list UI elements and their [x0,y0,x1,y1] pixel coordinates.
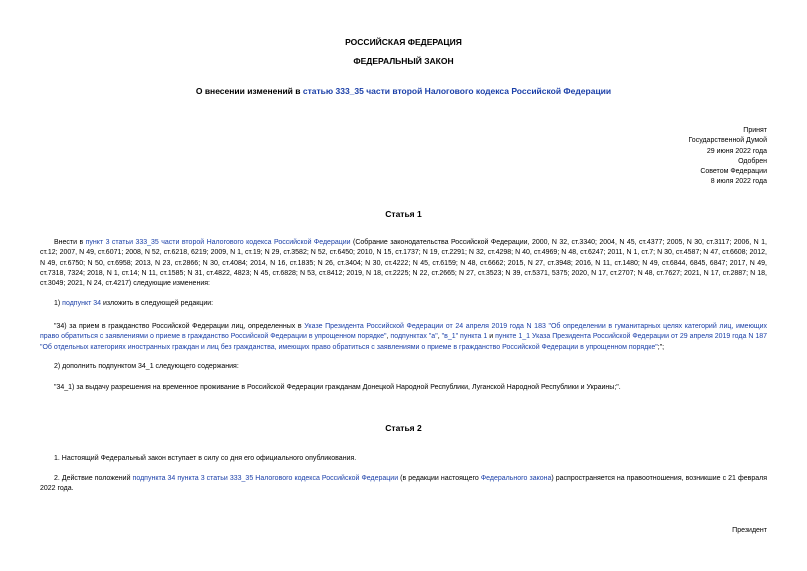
intro-link[interactable]: пункт 3 статьи 333_35 части второй Налогового кодекса Российской Федерации [85,239,351,246]
p2-rest: ) распространяется на правоотношения, возникшие с 21 февраля 2022 года. [40,475,768,493]
document-country: РОССИЙСКАЯ ФЕДЕРАЦИЯ [345,37,462,47]
title-link[interactable]: статью 333_35 части второй Налогового кодекса Российской Федерации [302,86,612,96]
p2-mid: (в редакции настоящего [398,475,481,482]
adoption-line: Принят [743,127,767,134]
q34-prefix: "34) за прием в гражданство Российской Федерации лиц, определенных в [54,323,305,330]
president-signature-label: Президент [732,527,767,534]
article-2-para-1: 1. Настоящий Федеральный закон вступает в силу со дня его официального опубликования. [54,455,357,462]
q34-link-subitem-v1[interactable]: "в_1" пункта 1 [441,333,488,341]
title-prefix: О внесении изменений в [195,86,303,96]
q34-link-decree-183[interactable]: Указе Президента Российской Федерации от 24 апреля 2019 года N 183 "Об определении в гуманитарных целях категорий лиц, имеющих право обратиться с заявлениями о приеме в гражданство Российской Федерации в упрощенном порядке" [40,323,767,341]
q34-sep: , [437,333,442,341]
adoption-block [688,126,767,188]
q34-end: ;"; [657,343,665,351]
document-kind: ФЕДЕРАЛЬНЫЙ ЗАКОН [353,56,454,66]
item1-rest: изложить в следующей редакции: [101,300,214,307]
document-title [0,86,807,96]
item1-prefix: 1) [54,300,63,307]
article-1-item-2: 2) дополнить подпунктом 34_1 следующего содержания: [54,363,239,370]
article-1-quote-34 [40,322,767,353]
intro-prefix: Внести в [54,239,86,246]
adoption-line: 8 июля 2022 года [710,178,767,186]
adoption-line: Государственной Думой [688,137,767,145]
adoption-line: Советом Федерации [700,168,767,176]
adoption-line: 29 июня 2022 года [706,147,767,155]
article-1-intro [40,238,767,289]
q34-sep: , [386,333,391,341]
article-2-heading: Статья 2 [385,423,422,433]
intro-rest: (Собрание законодательства Российской Федерации, 2000, N 32, ст.3340; 2004, N 45, ст.4377; 2005, N 30, ст.3117; 2006, N 1, ст.12; 2007, N 49, ст.6071; 2008, N 52, ст.6218, 6219; 2009, N 1, ст.19; N 29, ст.3582; N 52, ст.6450; 2010, N 15, ст.1737; N 19, ст.2291; N 32, ст.4298; N 40, ст.4969; N 48, ст.6247; 2011, N 1, ст.7; N 30, ст.4587; N 47, ст.6608; 2012, N 49, ст.6750; N 50, ст.6958; 2013, N 23, ст.2866; N 30, ст.4084; 2014, N 16, ст.1835; N 26, ст.3404; N 30, ст.4222; N 45, ст.6159; N 48, ст.6662; 2015, N 27, ст.3948; 2016, N 11, ст.1480; N 49, ст.6844, 6845, 6847; 2017, N 49, ст.7318, 7324; 2018, N 1, ст.14; N 11, ст.1585; N 31, ст.4822, 4823; N 45, ст.6828; N 53, ст.8412; 2019, N 18, ст.2225; N 22, ст.2665; N 27, ст.3523; N 39, ст.5371, 5375; 2020, N 17, ст.2707; N 48, ст.7627; 2021, N 17, ст.2887; N 18, ст.3049; 2021, N 24, ст.4217) следующие изменения: [40,239,768,288]
q34-sep: и [487,333,496,341]
article-1-heading: Статья 1 [385,209,422,219]
p2-prefix: 2. Действие положений [54,475,133,482]
q34-link-decree-187[interactable]: пункте 1_1 Указа Президента Российской Федерации от 29 апреля 2019 года N 187 "Об отдельных категориях иностранных граждан и лиц без гражданства, имеющих право обратиться с заявлениями о приеме в гражданство Российской Федерации в упрощенном порядке" [40,333,768,351]
item1-link[interactable]: подпункт 34 [62,300,102,307]
p2-link-subitem-34[interactable]: подпункта 34 пункта 3 статьи 333_35 Налогового кодекса Российской Федерации [132,475,399,482]
adoption-line: Одобрен [738,157,767,165]
article-1-quote-34-1: "34_1) за выдачу разрешения на временное проживание в Российской Федерации гражданам Донецкой Народной Республики, Луганской Народной Республики и Украины;". [54,384,621,391]
q34-link-subitem-a[interactable]: подпунктах "а" [390,333,438,341]
article-2-para-2 [40,474,767,495]
p2-link-federal-law[interactable]: Федерального закона [480,475,552,482]
article-1-item-1 [40,299,767,309]
